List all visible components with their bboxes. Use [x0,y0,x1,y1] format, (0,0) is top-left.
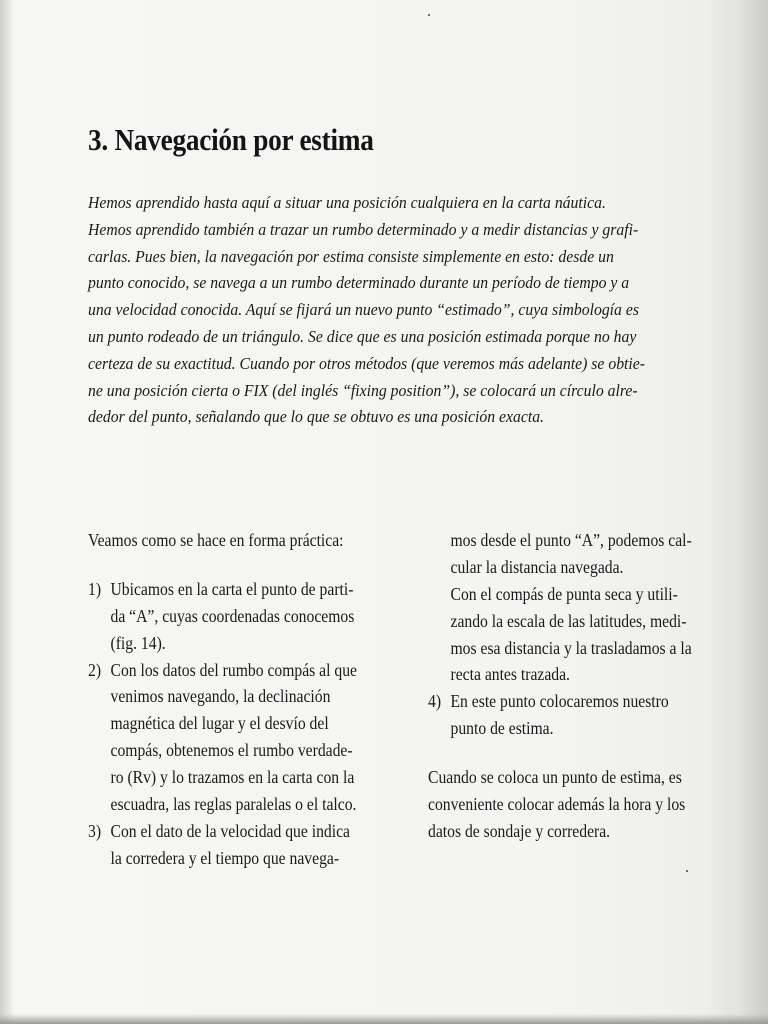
step-3-continued-line: cular la distancia navegada. [450,556,624,577]
page-curl-shadow [708,0,768,1024]
step-2-line: escuadra, las reglas paralelas o el talco. [110,794,357,815]
intro-line: Hemos aprendido hasta aquí a situar una posición cualquiera en la carta náutica. [88,193,606,212]
intro-line: un punto rodeado de un triángulo. Se dice que es una posición estimada porque no hay [88,326,637,346]
step-1-line: (fig. 14). [110,632,166,653]
intro-paragraph [88,190,768,431]
step-3-number: 3) [88,820,102,841]
intro-line: Hemos aprendido también a trazar un rumbo determinado y a medir distancias y grafi- [88,219,639,239]
step-2-line: 2) Con los datos del rumbo compás al que [88,657,385,684]
step-3-continued-line: mos esa distancia y la trasladamos a la [450,637,692,658]
closing-line: conveniente colocar además la hora y los [428,794,686,815]
closing-line: Cuando se coloca un punto de estima, es [428,767,682,788]
page-bottom-shadow [0,1014,768,1024]
step-2-line: magnética del lugar y el desvío del [110,713,329,734]
step-2-line: ro (Rv) y lo trazamos en la carta con la [110,767,355,788]
step-4-number: 4) [428,691,442,712]
intro-line: una velocidad conocida. Aquí se fijará un nuevo punto “estimado”, cuya simbología es [88,300,639,320]
paper-speck [428,14,430,16]
intro-line: carlas. Pues bien, la navegación por estima consiste simplemente en esto: desde un [88,246,614,266]
step-1-line: da “A”, cuyas coordenadas conocemos [110,605,355,626]
step-4-line: 4) En este punto colocaremos nuestro [428,688,734,715]
right-column [428,527,768,845]
step-2-line: compás, obtenemos el rumbo verdade- [110,740,353,761]
step-2-line: venimos navegando, la declinación [110,686,331,707]
step-3-line: la corredera y el tiempo que navega- [110,847,340,868]
page-gutter-shadow [0,0,14,1024]
steps-lead: Veamos como se hace en forma práctica: [88,530,344,550]
intro-line: ne una posición cierta o FIX (del inglés “fixing position”), se colocará un círculo alre- [88,380,638,400]
step-4-line: punto de estima. [450,718,554,739]
step-1-number: 1) [88,578,102,599]
step-3-continued-line: mos desde el punto “A”, podemos cal- [450,530,692,550]
step-3-continued-line: zando la escala de las latitudes, medi- [450,610,687,631]
step-3-continued-line: recta antes trazada. [450,664,570,685]
step-3-line: 3) Con el dato de la velocidad que indica [88,818,385,845]
step-1-line: 1) Ubicamos en la carta el punto de parti- [88,576,385,603]
section-title: 3. Navegación por estima [88,122,374,157]
step-3-continued-line: Con el compás de punta seca y utili- [450,583,678,604]
intro-line: dedor del punto, señalando que lo que se obtuvo es una posición exacta. [88,407,544,427]
closing-line: datos de sondaje y corredera. [428,820,611,841]
left-column [88,527,418,872]
step-2-number: 2) [88,659,102,680]
intro-line: certeza de su exactitud. Cuando por otros métodos (que veremos más adelante) se obtie- [88,353,646,373]
intro-line: punto conocido, se navega a un rumbo determinado durante un período de tiempo y a [88,273,630,293]
paper-speck [686,870,688,872]
